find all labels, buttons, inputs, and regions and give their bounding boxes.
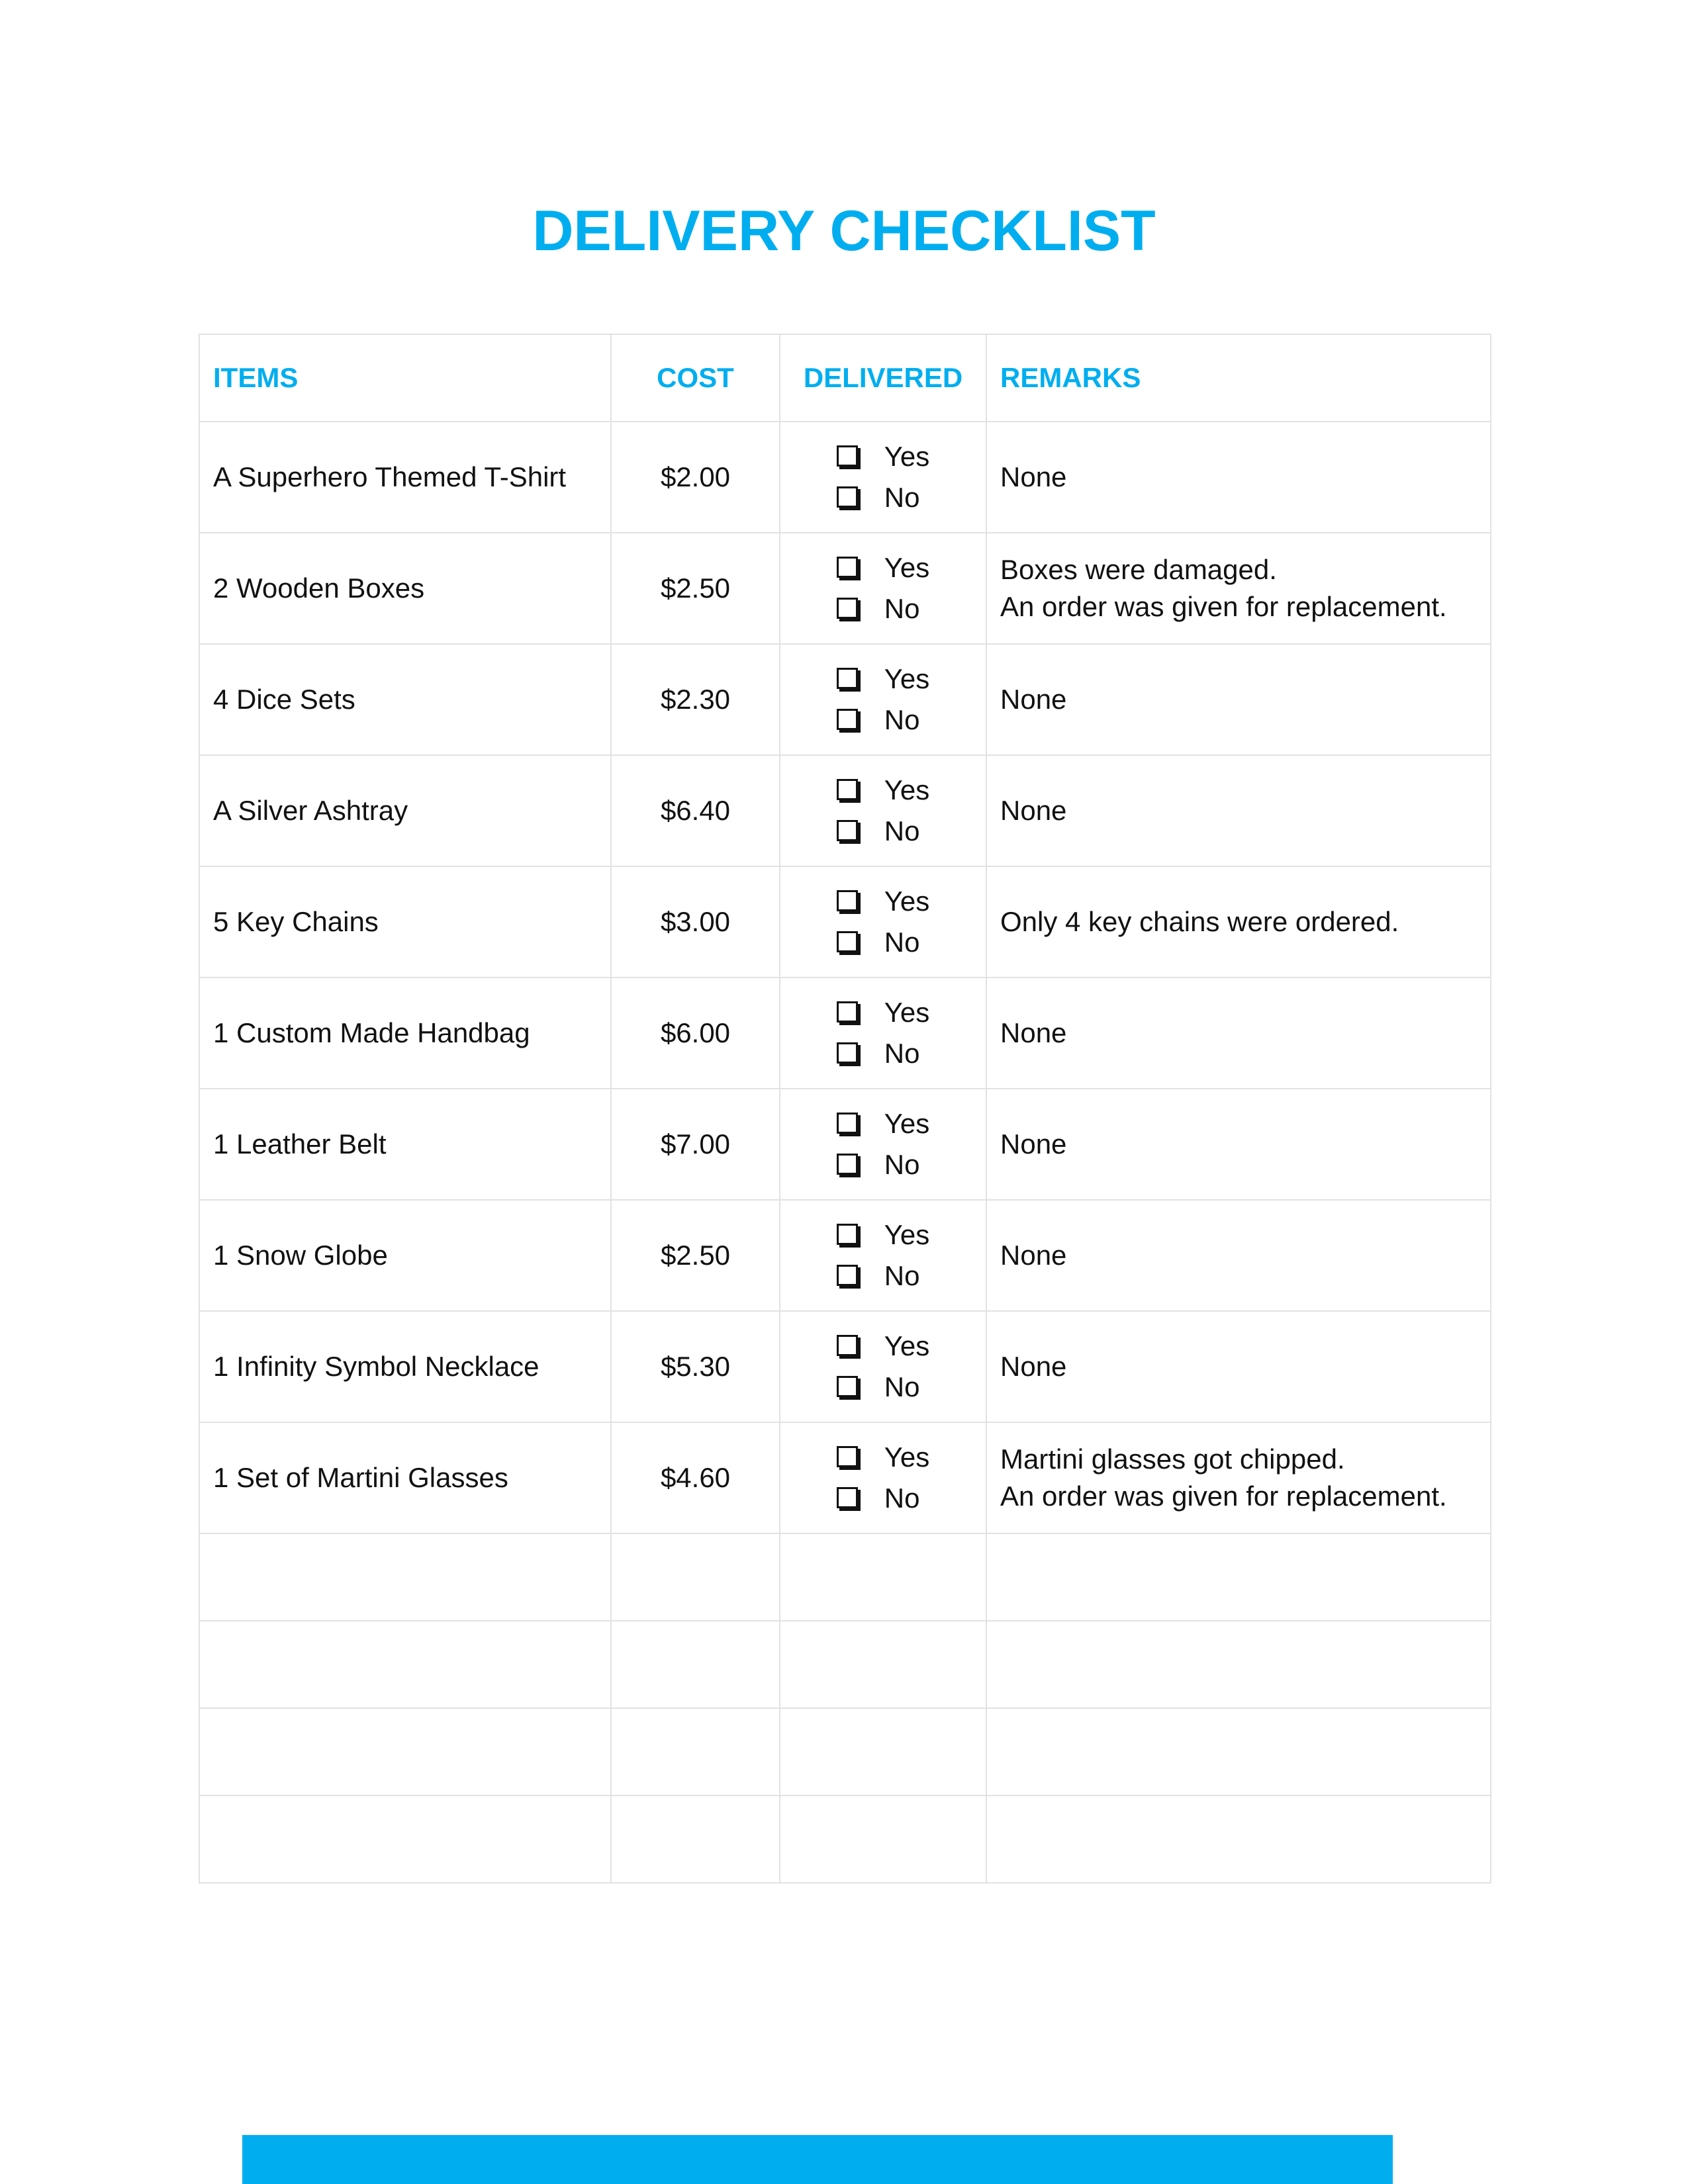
no-label: No	[884, 482, 920, 513]
remarks-cell	[986, 1311, 1491, 1422]
no-option[interactable]	[837, 1255, 930, 1297]
no-option[interactable]	[837, 477, 930, 518]
delivered-options	[837, 547, 930, 629]
remarks-cell	[986, 422, 1491, 533]
delivered-options	[837, 1103, 930, 1185]
cost-cell: $3.00	[611, 866, 780, 978]
checkbox-icon[interactable]	[837, 1265, 858, 1286]
checkbox-icon[interactable]	[837, 820, 858, 841]
item-cell: 1 Leather Belt	[199, 1089, 611, 1200]
checkbox-icon[interactable]	[837, 890, 858, 911]
remarks-cell	[986, 644, 1491, 755]
delivered-options	[837, 1326, 930, 1408]
remarks-cell	[986, 1200, 1491, 1311]
empty-delivered-cell[interactable]	[780, 1708, 986, 1796]
no-label: No	[884, 593, 920, 624]
remarks-cell	[986, 755, 1491, 866]
delivered-options	[837, 992, 930, 1074]
delivered-cell	[780, 755, 986, 866]
remark-line: An order was given for replacement.	[1000, 591, 1447, 622]
empty-item-cell[interactable]	[199, 1796, 611, 1883]
remarks-cell	[986, 533, 1491, 644]
remark-line: None	[1000, 684, 1067, 715]
yes-option[interactable]	[837, 1214, 930, 1255]
delivered-cell	[780, 644, 986, 755]
yes-label: Yes	[884, 1108, 930, 1139]
checkbox-icon[interactable]	[837, 931, 858, 952]
no-option[interactable]	[837, 1367, 930, 1408]
remarks-cell	[986, 978, 1491, 1089]
delivered-options	[837, 659, 930, 741]
remarks-cell	[986, 866, 1491, 978]
no-label: No	[884, 815, 920, 846]
item-cell: 1 Custom Made Handbag	[199, 978, 611, 1089]
yes-option[interactable]	[837, 992, 930, 1033]
yes-label: Yes	[884, 1441, 930, 1473]
table-body	[199, 422, 1491, 1883]
item-cell: 1 Snow Globe	[199, 1200, 611, 1311]
cost-cell: $6.40	[611, 755, 780, 866]
empty-row	[199, 1621, 1491, 1708]
empty-cost-cell[interactable]	[611, 1533, 780, 1621]
yes-option[interactable]	[837, 1437, 930, 1478]
table-row	[199, 755, 1491, 866]
yes-option[interactable]	[837, 659, 930, 700]
delivered-cell	[780, 978, 986, 1089]
delivered-options	[837, 1437, 930, 1519]
no-option[interactable]	[837, 1478, 930, 1519]
cost-cell: $7.00	[611, 1089, 780, 1200]
empty-cost-cell[interactable]	[611, 1708, 780, 1796]
no-option[interactable]	[837, 922, 930, 963]
header-cost: COST	[611, 334, 780, 422]
empty-cost-cell[interactable]	[611, 1796, 780, 1883]
checkbox-icon[interactable]	[837, 709, 858, 730]
cost-cell: $2.00	[611, 422, 780, 533]
no-label: No	[884, 1260, 920, 1291]
empty-row	[199, 1533, 1491, 1621]
checkbox-icon[interactable]	[837, 1224, 858, 1245]
header-items: ITEMS	[199, 334, 611, 422]
yes-label: Yes	[884, 1330, 930, 1361]
checkbox-icon[interactable]	[837, 779, 858, 800]
item-cell: A Silver Ashtray	[199, 755, 611, 866]
checkbox-icon[interactable]	[837, 1113, 858, 1134]
yes-label: Yes	[884, 1219, 930, 1250]
yes-label: Yes	[884, 886, 930, 917]
checkbox-icon[interactable]	[837, 1042, 858, 1064]
delivered-cell	[780, 1311, 986, 1422]
no-option[interactable]	[837, 1033, 930, 1074]
yes-option[interactable]	[837, 1103, 930, 1144]
yes-option[interactable]	[837, 770, 930, 811]
remarks-cell	[986, 1422, 1491, 1533]
delivery-checklist-table	[199, 334, 1491, 1884]
yes-label: Yes	[884, 663, 930, 694]
delivered-options	[837, 770, 930, 852]
no-option[interactable]	[837, 811, 930, 852]
delivered-cell	[780, 1422, 986, 1533]
cost-cell: $6.00	[611, 978, 780, 1089]
yes-option[interactable]	[837, 547, 930, 588]
no-label: No	[884, 1482, 920, 1514]
delivered-cell	[780, 1200, 986, 1311]
item-cell: 4 Dice Sets	[199, 644, 611, 755]
delivered-options	[837, 436, 930, 518]
empty-delivered-cell[interactable]	[780, 1533, 986, 1621]
empty-item-cell[interactable]	[199, 1621, 611, 1708]
table-row	[199, 978, 1491, 1089]
table-row	[199, 1089, 1491, 1200]
checkbox-icon[interactable]	[837, 1001, 858, 1023]
page-title: DELIVERY CHECKLIST	[532, 199, 1156, 263]
empty-row	[199, 1796, 1491, 1883]
checkbox-icon[interactable]	[837, 1487, 858, 1508]
item-cell: 1 Infinity Symbol Necklace	[199, 1311, 611, 1422]
remark-line: Martini glasses got chipped.	[1000, 1443, 1345, 1475]
no-label: No	[884, 1038, 920, 1069]
cost-cell: $4.60	[611, 1422, 780, 1533]
yes-option[interactable]	[837, 881, 930, 922]
remark-line: None	[1000, 795, 1067, 826]
empty-remarks-cell[interactable]	[986, 1533, 1491, 1621]
empty-row	[199, 1708, 1491, 1796]
cost-cell: $5.30	[611, 1311, 780, 1422]
table-header-row	[199, 334, 1491, 422]
yes-option[interactable]	[837, 1326, 930, 1367]
item-cell: A Superhero Themed T-Shirt	[199, 422, 611, 533]
checkbox-icon[interactable]	[837, 668, 858, 689]
empty-remarks-cell[interactable]	[986, 1796, 1491, 1883]
checkbox-icon[interactable]	[837, 1376, 858, 1397]
table-row	[199, 422, 1491, 533]
no-label: No	[884, 927, 920, 958]
remark-line: Only 4 key chains were ordered.	[1000, 906, 1399, 937]
checkbox-icon[interactable]	[837, 486, 858, 508]
item-cell: 2 Wooden Boxes	[199, 533, 611, 644]
empty-item-cell[interactable]	[199, 1708, 611, 1796]
table-row	[199, 866, 1491, 978]
remark-line: None	[1000, 1128, 1067, 1160]
remark-line: Boxes were damaged.	[1000, 554, 1277, 585]
delivered-cell	[780, 533, 986, 644]
table-row	[199, 533, 1491, 644]
cost-cell: $2.50	[611, 1200, 780, 1311]
delivered-cell	[780, 422, 986, 533]
cost-cell: $2.50	[611, 533, 780, 644]
empty-remarks-cell[interactable]	[986, 1621, 1491, 1708]
no-option[interactable]	[837, 1144, 930, 1185]
no-option[interactable]	[837, 588, 930, 629]
item-cell: 5 Key Chains	[199, 866, 611, 978]
empty-item-cell[interactable]	[199, 1533, 611, 1621]
empty-delivered-cell[interactable]	[780, 1621, 986, 1708]
header-remarks: REMARKS	[986, 334, 1491, 422]
header-delivered: DELIVERED	[780, 334, 986, 422]
remark-line: None	[1000, 1240, 1067, 1271]
delivered-options	[837, 881, 930, 963]
table-row	[199, 1422, 1491, 1533]
empty-remarks-cell[interactable]	[986, 1708, 1491, 1796]
empty-delivered-cell[interactable]	[780, 1796, 986, 1883]
no-label: No	[884, 704, 920, 735]
yes-label: Yes	[884, 997, 930, 1028]
checkbox-icon[interactable]	[837, 445, 858, 467]
checkbox-icon[interactable]	[837, 1335, 858, 1356]
yes-label: Yes	[884, 552, 930, 583]
table-row	[199, 1311, 1491, 1422]
no-label: No	[884, 1149, 920, 1180]
checkbox-icon[interactable]	[837, 1446, 858, 1467]
table-row	[199, 1200, 1491, 1311]
remark-line: None	[1000, 1351, 1067, 1382]
cost-cell: $2.30	[611, 644, 780, 755]
yes-label: Yes	[884, 774, 930, 805]
yes-option[interactable]	[837, 436, 930, 477]
checkbox-icon[interactable]	[837, 1154, 858, 1175]
no-option[interactable]	[837, 700, 930, 741]
remarks-cell	[986, 1089, 1491, 1200]
remark-line: None	[1000, 1017, 1067, 1048]
checkbox-icon[interactable]	[837, 598, 858, 619]
table-row	[199, 644, 1491, 755]
no-label: No	[884, 1371, 920, 1402]
remark-line: An order was given for replacement.	[1000, 1480, 1447, 1512]
empty-cost-cell[interactable]	[611, 1621, 780, 1708]
remark-line: None	[1000, 461, 1067, 492]
yes-label: Yes	[884, 441, 930, 472]
delivered-options	[837, 1214, 930, 1297]
checkbox-icon[interactable]	[837, 557, 858, 578]
delivered-cell	[780, 1089, 986, 1200]
footer-accent-bar	[242, 2135, 1393, 2184]
item-cell: 1 Set of Martini Glasses	[199, 1422, 611, 1533]
delivered-cell	[780, 866, 986, 978]
